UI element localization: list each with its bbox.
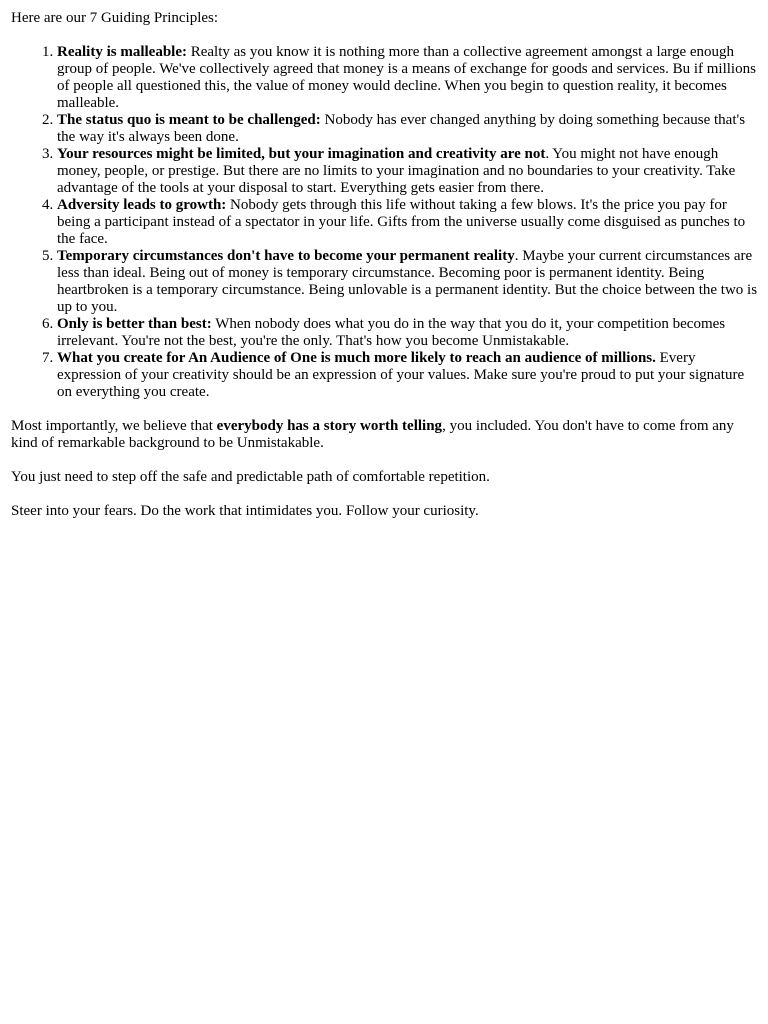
principle-title: Reality is malleable: (57, 44, 187, 60)
principle-text: . Maybe your current circumstances are less than ideal. Being out of money is temporary circumstance. Becoming poor is permanent identity. Being heartbroken is a temporary circumstance. Being unlovable is a permanent identity. But the choice between the two is up to you. (57, 248, 758, 315)
principle-title: Your resources might be limited, but your imagination and creativity are not (57, 146, 546, 162)
story-paragraph-tail: , you included. You don't have to come from any kind of remarkable background to be Unmistakable. (11, 418, 734, 451)
principle-text: Realty as you know it is nothing more than a collective agreement amongst a large enough group of people. We've collectively agreed that money is a means of exchange for goods and services. Bu if millions of people all questioned this, the value of money would decline. When you begin to question reality, it becomes malleable. (57, 44, 756, 111)
principle-item (57, 197, 759, 248)
principle-title: What you create for An Audience of One is much more likely to reach an audience of millions. (57, 350, 656, 366)
story-paragraph-emphasis: everybody has a story worth telling (216, 418, 443, 434)
principle-text: When nobody does what you do in the way that you do it, your competition becomes irrelevant. You're not the best, you're the only. That's how you become Unmistakable. (57, 316, 726, 349)
path-paragraph: You just need to step off the safe and predictable path of comfortable repetition. (11, 469, 490, 485)
principle-item (57, 44, 759, 112)
principle-text: Nobody has ever changed anything by doing something because that's the way it's always been done. (57, 112, 746, 145)
principle-title: Adversity leads to growth: (57, 197, 227, 213)
principle-text: Every expression of your creativity should be an expression of your values. Make sure you're proud to put your signature on everything you create. (57, 350, 745, 400)
intro-text: Here are our 7 Guiding Principles: (11, 10, 219, 26)
principle-item (57, 248, 759, 316)
principle-item (57, 316, 759, 350)
principle-text: Nobody gets through this life without taking a few blows. It's the price you pay for being a participant instead of a spectator in your life. Gifts from the universe usually come disguised as punches to the face. (57, 197, 746, 247)
document-page (11, 10, 759, 537)
principles-list (11, 44, 759, 401)
principle-item (57, 112, 759, 146)
story-paragraph-lead: Most importantly, we believe that (11, 418, 217, 434)
story-paragraph (11, 418, 759, 452)
principle-title: Temporary circumstances don't have to become your permanent reality (57, 248, 515, 264)
principle-item (57, 146, 759, 197)
principle-text: . You might not have enough money, people, or prestige. But there are no limits to your imagination and no boundaries to your creativity. Take advantage of the tools at your disposal to start. Everything gets easier from there. (57, 146, 736, 196)
principle-title: Only is better than best: (57, 316, 212, 332)
principle-title: The status quo is meant to be challenged: (57, 112, 321, 128)
fears-paragraph: Steer into your fears. Do the work that intimidates you. Follow your curiosity. (11, 503, 479, 519)
principle-item (57, 350, 759, 401)
